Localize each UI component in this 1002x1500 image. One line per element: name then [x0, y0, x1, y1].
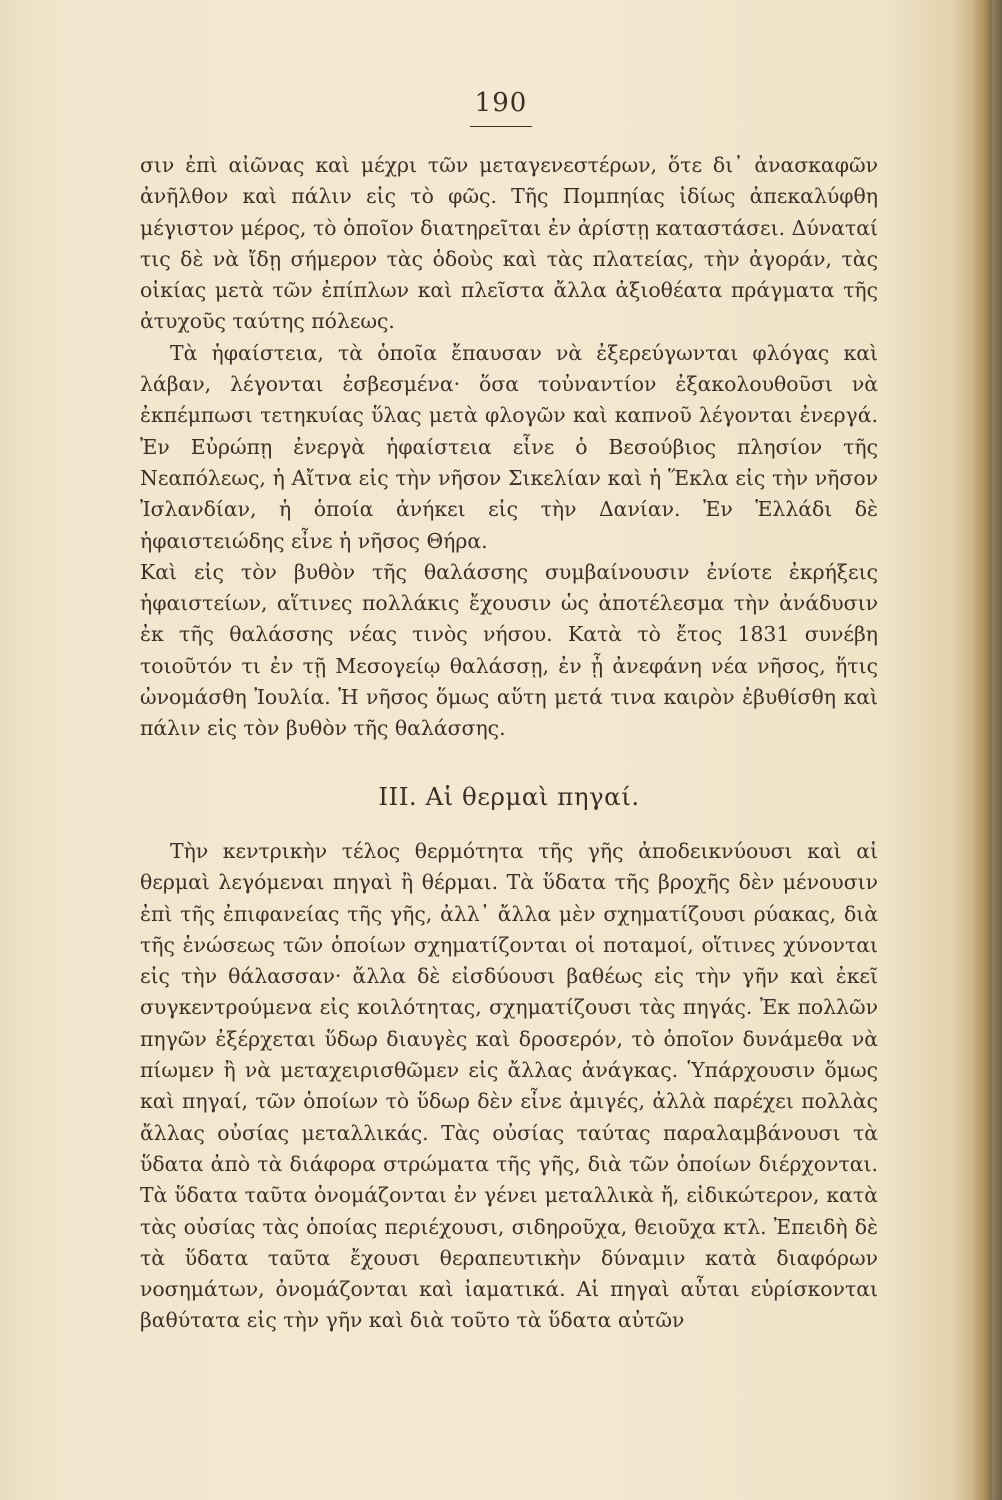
page-number: 190	[474, 88, 528, 118]
paragraph-undersea-eruptions: Καὶ εἰς τὸν βυθὸν τῆς θαλάσσης συμβαίνουσιν ἐνίοτε ἐκρήξεις ἡφαιστείων, αἵτινες πολλάκις ἔχουσιν ὡς ἀποτέλεσμα τὴν ἀνάδυσιν ἐκ τῆς θαλάσσης νέας τινὸς νήσου. Κατὰ τὸ ἔτος 1831 συνέβη τοιοῦτόν τι ἐν τῇ Μεσογείῳ θαλάσσῃ, ἐν ᾗ ἀνεφάνη νέα νῆσος, ἥτις ὠνομάσθη Ἰουλία. Ἡ νῆσος ὅμως αὕτη μετά τινα καιρὸν ἐβυθίσθη καὶ πάλιν εἰς τὸν βυθὸν τῆς θαλάσσης.	[140, 559, 878, 741]
paragraph-continuation: σιν ἐπὶ αἰῶνας καὶ μέχρι τῶν μεταγενεστέρων, ὅτε δι᾽ ἀνασκαφῶν ἀνῆλθον καὶ πάλιν εἰς τὸ φῶς. Τῆς Πομπηίας ἰδίως ἀπεκαλύφθη μέγιστον μέρος, τὸ ὁποῖον διατηρεῖται ἐν ἀρίστῃ καταστάσει. Δύναταί τις δὲ νὰ ἴδῃ σήμερον τὰς ὁδοὺς καὶ τὰς πλατείας, τὴν ἀγοράν, τὰς οἰκίας μετὰ τῶν ἐπίπλων καὶ πλεῖστα ἄλλα ἀξιοθέατα πράγματα τῆς ἀτυχοῦς ταύτης πόλεως.	[140, 153, 878, 334]
section-gap	[140, 745, 878, 773]
paragraph-volcanoes: Τὰ ἡφαίστεια, τὰ ὁποῖα ἔπαυσαν νὰ ἐξερεύγωνται φλόγας καὶ λάβαν, λέγονται ἐσβεσμένα· ὅσα τοὐναντίον ἐξακολουθοῦσι νὰ ἐκπέμπωσι τετηκυίας ὕλας μετὰ φλογῶν καὶ καπνοῦ λέγονται ἐνεργά. Ἐν Εὐρώπῃ ἐνεργὰ ἡφαίστεια εἶνε ὁ Βεσούβιος πλησίον τῆς Νεαπόλεως, ἡ Αἴτνα εἰς τὴν νῆσον Σικελίαν καὶ ἡ Ἕκλα εἰς τὴν νῆσον Ἰσλανδίαν, ἡ ὁποία ἀνήκει εἰς τὴν Δανίαν. Ἐν Ἑλλάδι δὲ ἡφαιστειώδης εἶνε ἡ νῆσος Θήρα.	[140, 340, 878, 553]
page-number-rule	[470, 126, 532, 127]
page-body	[140, 150, 878, 1337]
book-page-edge	[974, 0, 992, 1500]
paragraph-hot-springs: Τὴν κεντρικὴν τέλος θερμότητα τῆς γῆς ἀποδεικνύουσι καὶ αἱ θερμαὶ λεγόμεναι πηγαὶ ἢ θέρμαι. Τὰ ὕδατα τῆς βροχῆς δὲν μένουσιν ἐπὶ τῆς ἐπιφανείας τῆς γῆς, ἀλλ᾽ ἄλλα μὲν σχηματίζουσι ρύακας, διὰ τῆς ἑνώσεως τῶν ὁποίων σχηματίζονται οἱ ποταμοί, οἵτινες χύνονται εἰς τὴν θάλασσαν· ἄλλα δὲ εἰσδύουσι βαθέως εἰς τὴν γῆν καὶ ἐκεῖ συγκεντρούμενα εἰς κοιλότητας, σχηματίζουσι τὰς πηγάς. Ἐκ πολλῶν πηγῶν ἐξέρχεται ὕδωρ διαυγὲς καὶ δροσερόν, τὸ ὁποῖον δυνάμεθα νὰ πίωμεν ἢ νὰ μεταχειρισθῶμεν εἰς ἄλλας ἀνάγκας. Ὑπάρχουσιν ὅμως καὶ πηγαί, τῶν ὁποίων τὸ ὕδωρ δὲν εἶνε ἀμιγές, ἀλλὰ παρέχει πολλὰς ἄλλας οὐσίας μεταλλικάς. Τὰς οὐσίας ταύτας παραλαμβάνουσι τὰ ὕδατα ἀπὸ τὰ διάφορα στρώματα τῆς γῆς, διὰ τῶν ὁποίων διέρχονται. Τὰ ὕδατα ταῦτα ὀνομάζονται ἐν γένει μεταλλικὰ ἤ, εἰδικώτερον, κατὰ τὰς οὐσίας τὰς ὁποίας περιέχουσι, σιδηροῦχα, θειοῦχα κτλ. Ἐπειδὴ δὲ τὰ ὕδατα ταῦτα ἔχουσι θεραπευτικὴν δύναμιν κατὰ διαφόρων νοσημάτων, ὀνομάζονται καὶ ἰαματικά. Αἱ πηγαὶ αὗται εὑρίσκονται βαθύτατα εἰς τὴν γῆν καὶ διὰ τοῦτο τὰ ὕδατα αὐτῶν	[140, 838, 878, 1333]
section-heading: III. Αἱ θερμαὶ πηγαί.	[378, 781, 640, 811]
